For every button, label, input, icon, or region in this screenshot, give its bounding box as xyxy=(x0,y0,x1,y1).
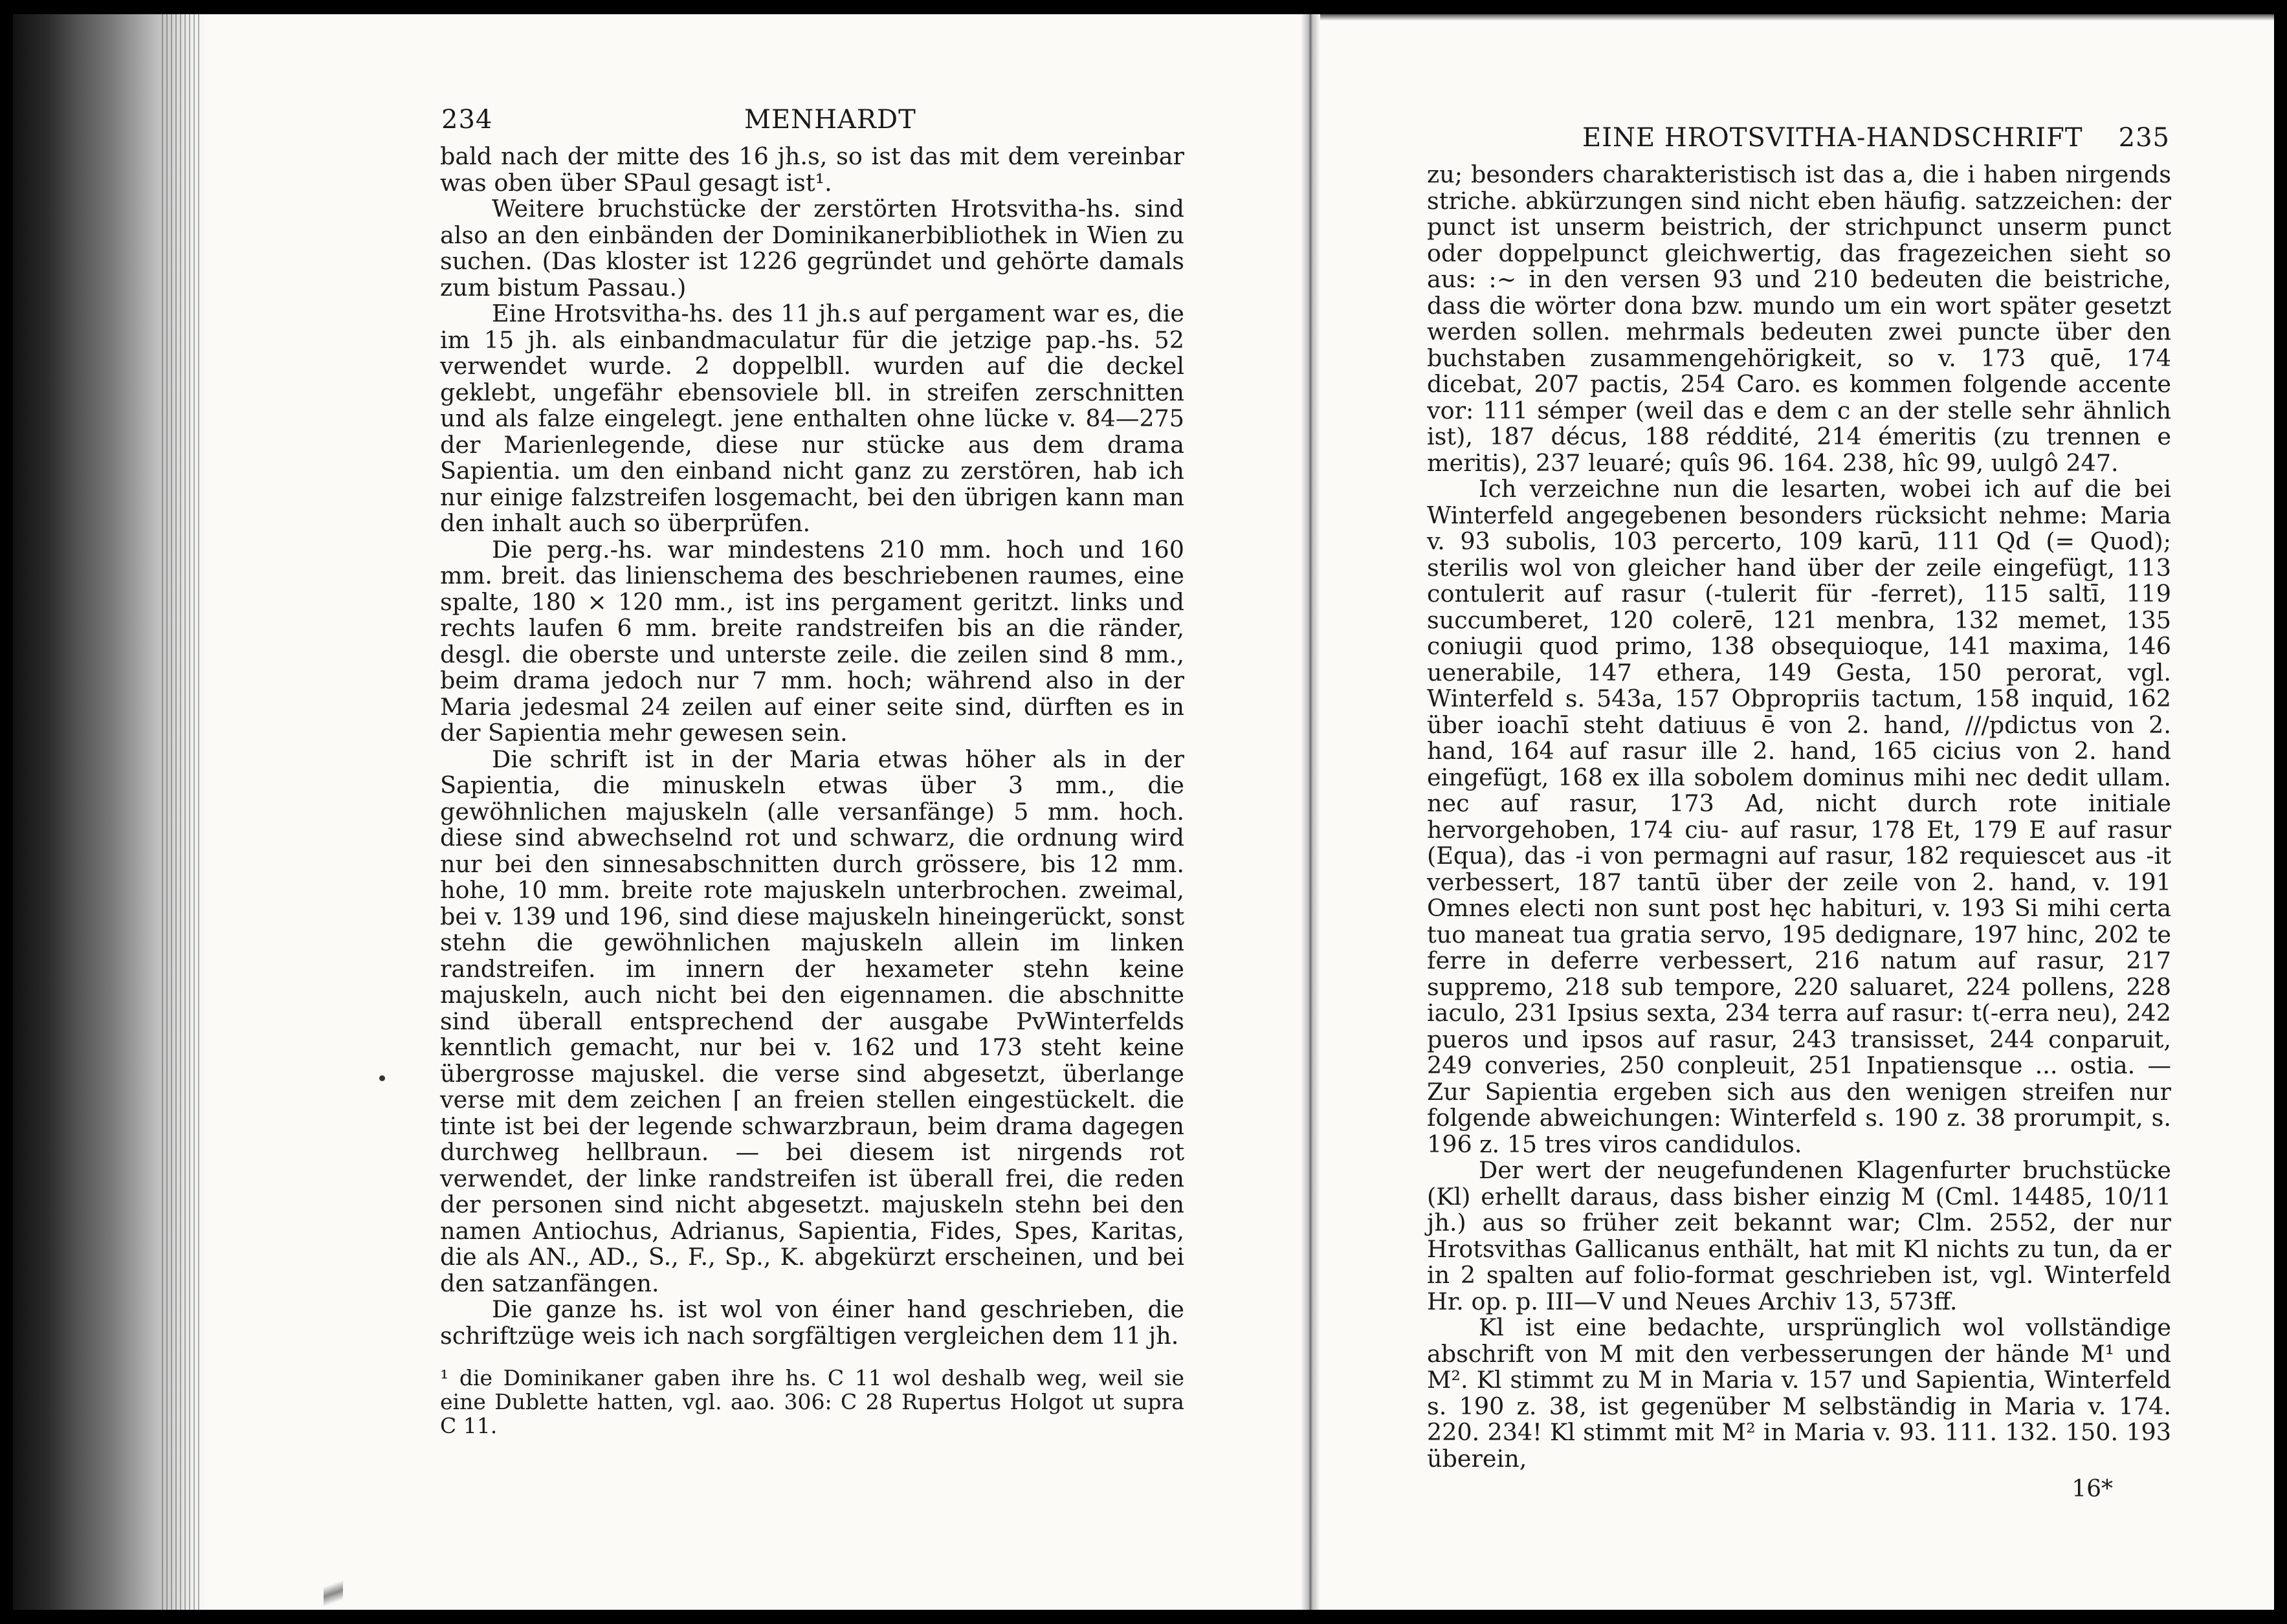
paragraph: Ich verzeichne nun die lesarten, wobei ich auf die bei Winterfeld angegebenen besonders rücksicht nehme: Maria v. 93 subolis, 103 percerto, 109 karū, 111 Qd (= Quod); sterilis wol von gleicher hand über der zeile eingefügt, 113 contulerit auf rasur (-tulerit für -ferret), 115 saltī, 119 succumberet, 120 colerē, 121 menbra, 132 memet, 135 coniugii quod primo, 138 obsequioque, 141 maxima, 146 uenerabile, 147 ethera, 149 Gesta, 150 perorat, vgl. Winterfeld s. 543a, 157 Obpropriis tactum, 158 inquid, 162 über ioachī steht datiuus ē von 2. hand, ///pdictus von 2. hand, 164 auf rasur ille 2. hand, 165 cicius von 2. hand eingefügt, 168 ex illa sobolem dominus mihi nec dedit ullam. nec auf rasur, 173 Ad, nicht durch rote initiale hervorgehoben, 174 ciu- auf rasur, 178 Et, 179 E auf rasur (Equa), das -i von permagni auf rasur, 182 requiescet aus -it verbessert, 187 tantū über der zeile von 2. hand, v. 191 Omnes electi non sunt post hęc habituri, v. 193 Si mihi certa tuo maneat tua gratia servo, 195 dedignare, 197 hinc, 202 te ferre in deferre verbessert, 216 natum auf rasur, 217 suppremo, 218 sub tempore, 220 saluaret, 224 pollens, 228 iaculo, 231 Ipsius sexta, 234 terra auf rasur: t(-erra neu), 242 pueros und ipsos auf rasur, 243 transisset, 244 conparuit, 249 converies, 250 conpleuit, 251 Inpatiensque ... ostia. — Zur Sapientia ergeben sich aus den wenigen streifen nur folgende abweichungen: Winterfeld s. 190 z. 38 prorumpit, s. 196 z. 15 tres viros candidulos. xyxy=(1427,475,2171,1158)
paragraph: bald nach der mitte des 16 jh.s, so ist das mit dem vereinbar was oben über SPaul gesagt ist¹. xyxy=(440,142,1184,197)
right-page xyxy=(1427,123,2171,1502)
paragraph: zu; besonders charakteristisch ist das a, die i haben nirgends striche. abkürzungen sind nicht eben häufig. satzzeichen: der punct ist unserm beistrich, der strichpunct unserm punct oder doppelpunct gleichwertig, das fragezeichen sieht so aus: :~ in den versen 93 und 210 bedeuten die beistriche, dass die wörter dona bzw. mundo um ein wort später gesetzt werden sollen. mehrmals bedeuten zwei puncte über den buchstaben zusammengehörigkeit, so v. 173 quē, 174 dicebat, 207 pactis, 254 Caro. es kommen folgende accente vor: 111 sémper (weil das e dem c an der stelle sehr ähnlich ist), 187 décus, 188 réddité, 214 émeritis (zu trennen e meritis), 237 leuaré; quîs 96. 164. 238, hîc 99, uulgô 247. xyxy=(1427,160,2171,477)
book-scan xyxy=(13,14,2274,1610)
page-number: 234 xyxy=(441,105,493,135)
center-gutter xyxy=(1301,14,1320,1610)
right-page-header xyxy=(1427,123,2171,162)
running-head: MENHARDT xyxy=(744,105,916,135)
paragraph: Weitere bruchstücke der zerstörten Hrotsvitha-hs. sind also an den einbänden der Dominikanerbibliothek in Wien zu suchen. (Das kloster ist 1226 gegründet und gehörte damals zum bistum Passau.) xyxy=(440,195,1184,302)
left-page xyxy=(440,105,1184,1438)
paragraph: Die schrift ist in der Maria etwas höher als in der Sapientia, die minuskeln etwas über 3 mm., die gewöhnlichen majuskeln (alle versanfänge) 5 mm. hoch. diese sind abwechselnd rot und schwarz, die ordnung wird nur bei den sinnesabschnitten durch grössere, bis 12 mm. hohe, 10 mm. breite rote majuskeln unterbrochen. zweimal, bei v. 139 und 196, sind diese majuskeln hineingerückt, sonst stehn die gewöhnlichen majuskeln allein im linken randstreifen. im innern der hexameter stehn keine majuskeln, auch nicht bei den eigennamen. die abschnitte sind überall entsprechend der ausgabe PvWinterfelds kenntlich gemacht, nur bei v. 162 und 173 steht keine übergrosse majuskel. die verse sind abgesetzt, überlange verse mit dem zeichen ⌈ an freien stellen eingestückelt. die tinte ist bei der legende schwarzbraun, beim drama dagegen durchweg hellbraun. — bei diesem ist nirgends rot verwendet, der linke randstreifen ist überall frei, die reden der personen sind nicht abgesetzt. majuskeln stehn bei den namen Antiochus, Adrianus, Sapientia, Fides, Spes, Karitas, die als AN., AD., S., F., Sp., K. abgekürzt erscheinen, und bei den satzanfängen. xyxy=(440,745,1184,1297)
paragraph: Die perg.-hs. war mindestens 210 mm. hoch und 160 mm. breit. das linienschema des beschriebenen raumes, eine spalte, 180 × 120 mm., ist ins pergament geritzt. links und rechts laufen 6 mm. breite randstreifen bis an die ränder, desgl. die oberste und unterste zeile. die zeilen sind 8 mm., beim drama jedoch nur 7 mm. hoch; während also in der Maria jedesmal 24 zeilen auf einer seite sind, dürften es in der Sapientia mehr gewesen sein. xyxy=(440,535,1184,747)
footnote: ¹ die Dominikaner gaben ihre hs. C 11 wol deshalb weg, weil sie eine Dublette hatten, vgl. aao. 306: C 28 Rupertus Holgot ut supra C 11. xyxy=(440,1365,1184,1438)
page-fold xyxy=(324,1567,343,1610)
right-page-body xyxy=(1427,162,2171,1472)
running-head: EINE HROTSVITHA-HANDSCHRIFT xyxy=(1582,123,2083,153)
page-edges xyxy=(162,14,201,1610)
paragraph: Eine Hrotsvitha-hs. des 11 jh.s auf pergament war es, die im 15 jh. als einbandmaculatur für die jetzige pap.-hs. 52 verwendet wurde. 2 doppelbll. wurden auf die deckel geklebt, ungefähr ebensoviele bll. in streifen zerschnitten und als falze eingelegt. jene enthalten ohne lücke v. 84—275 der Marienlegende, diese nur stücke aus dem drama Sapientia. um den einband nicht ganz zu zerstören, hab ich nur einige falzstreifen losgemacht, bei den übrigen kann man den inhalt auch so überprüfen. xyxy=(440,300,1184,537)
left-page-header xyxy=(440,105,1184,144)
speck xyxy=(379,1075,385,1081)
paragraph: Die ganze hs. ist wol von éiner hand geschrieben, die schriftzüge weis ich nach sorgfältigen vergleichen dem 11 jh. xyxy=(440,1295,1184,1350)
signature-mark: 16* xyxy=(2072,1476,2113,1502)
paragraph: Kl ist eine bedachte, ursprünglich wol vollständige abschrift von M mit den verbesserungen der hände M¹ und M². Kl stimmt zu M in Maria v. 157 und Sapientia, Winterfeld s. 190 z. 38, ist gegenüber M selbständig in Maria v. 174. 220. 234! Kl stimmt mit M² in Maria v. 93. 111. 132. 150. 193 überein, xyxy=(1427,1313,2171,1473)
page-number: 235 xyxy=(2118,123,2170,153)
left-page-body xyxy=(440,144,1184,1349)
top-edge-shadow xyxy=(1320,14,2274,21)
paragraph: Der wert der neugefundenen Klagenfurter bruchstücke (Kl) erhellt daraus, dass bisher einzig M (Cml. 14485, 10/11 jh.) aus so früher zeit bekannt war; Clm. 2552, der nur Hrotsvithas Gallicanus enthält, hat mit Kl nichts zu tun, da er in 2 spalten auf folio-format geschrieben ist, vgl. Winterfeld Hr. op. p. III—V und Neues Archiv 13, 573ff. xyxy=(1427,1156,2171,1315)
